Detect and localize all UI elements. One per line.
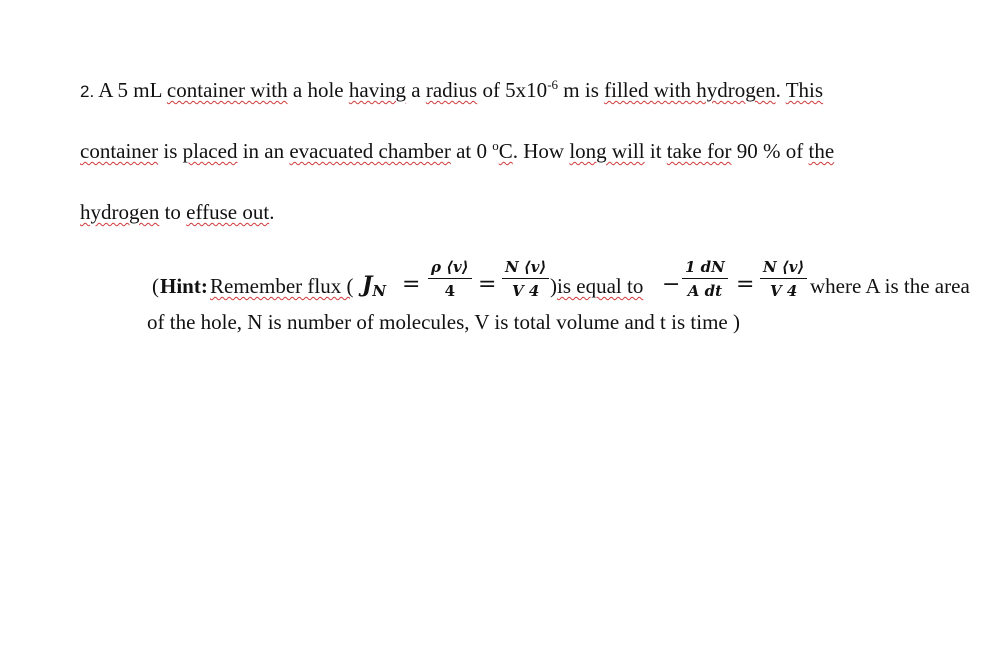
question-line-1 [80, 78, 823, 104]
close-paren: ) [550, 274, 557, 298]
fraction-n-v-over-v-4-b: $\frac{N ⟨v⟩}{V 4}$ [760, 258, 807, 300]
question-line-2 [80, 139, 834, 163]
l1-segment: container with [166, 78, 288, 102]
l2-segment: container [80, 139, 159, 163]
l1-segment: of 5x10 [477, 78, 548, 102]
l1-segment: having [348, 78, 407, 102]
l3-segment: hydrogen [80, 200, 160, 224]
l1-segment: A 5 mL [94, 78, 167, 102]
l1e-segment: filled with hydrogen [604, 78, 776, 102]
fraction-rho-v-over-4: $\frac{\rho ⟨v⟩}{4}$ [428, 258, 472, 300]
l2-segment: long will [569, 139, 645, 163]
l2-segment: is [158, 139, 183, 163]
hint-label: Hint: [160, 274, 208, 298]
question-line-3 [80, 200, 274, 224]
hint-line-2: of the hole, N is number of molecules, V is total volume and t is time ) [147, 310, 740, 334]
l2-segment: the [808, 139, 835, 163]
l1e-segment: . [775, 78, 786, 102]
l3-segment: . [269, 200, 275, 224]
l1e-segment: This [785, 78, 824, 102]
hint-open-paren: ( [152, 274, 159, 298]
equals-sign-3: = [736, 272, 755, 297]
l2-segment: at 0 [450, 139, 493, 163]
l2-segment: evacuated chamber [289, 139, 451, 163]
l2-segment: 90 % of [731, 139, 809, 163]
l2-segment: placed [182, 139, 238, 163]
hint-text-remember: Remember flux ( [210, 274, 354, 298]
l2-segment: it [644, 139, 667, 163]
l2-segment: o [492, 138, 499, 153]
l2-segment: C [498, 139, 513, 163]
l1-segment: a hole [287, 78, 349, 102]
l3-segment: to [159, 200, 187, 224]
l2-segment: in an [237, 139, 290, 163]
question-number: 2. [80, 82, 95, 101]
equals-sign-1: = [402, 272, 421, 297]
l2-segment: . How [512, 139, 570, 163]
l2-segment: take for [666, 139, 732, 163]
hint-text-where: where A is the area [810, 274, 970, 298]
question-line-1-end [558, 78, 823, 102]
l1-segment: a [406, 78, 426, 102]
l1e-segment: m is [558, 78, 605, 102]
l1-segment: radius [425, 78, 478, 102]
fraction-1-over-a-dn-dt: $\frac{1 dN}{\text{A dt}}$ [682, 258, 728, 300]
fraction-n-v-over-v-4: $\frac{N ⟨v⟩}{V 4}$ [502, 258, 549, 300]
minus-sign: − [662, 272, 681, 297]
question-line-1-text [94, 78, 547, 102]
exponent: -6 [547, 77, 559, 92]
hint-text-equal-to: is equal to [557, 274, 644, 298]
l3-segment: effuse out [186, 200, 270, 224]
flux-symbol: $J_N$ [362, 272, 387, 300]
equals-sign-2: = [478, 272, 497, 297]
